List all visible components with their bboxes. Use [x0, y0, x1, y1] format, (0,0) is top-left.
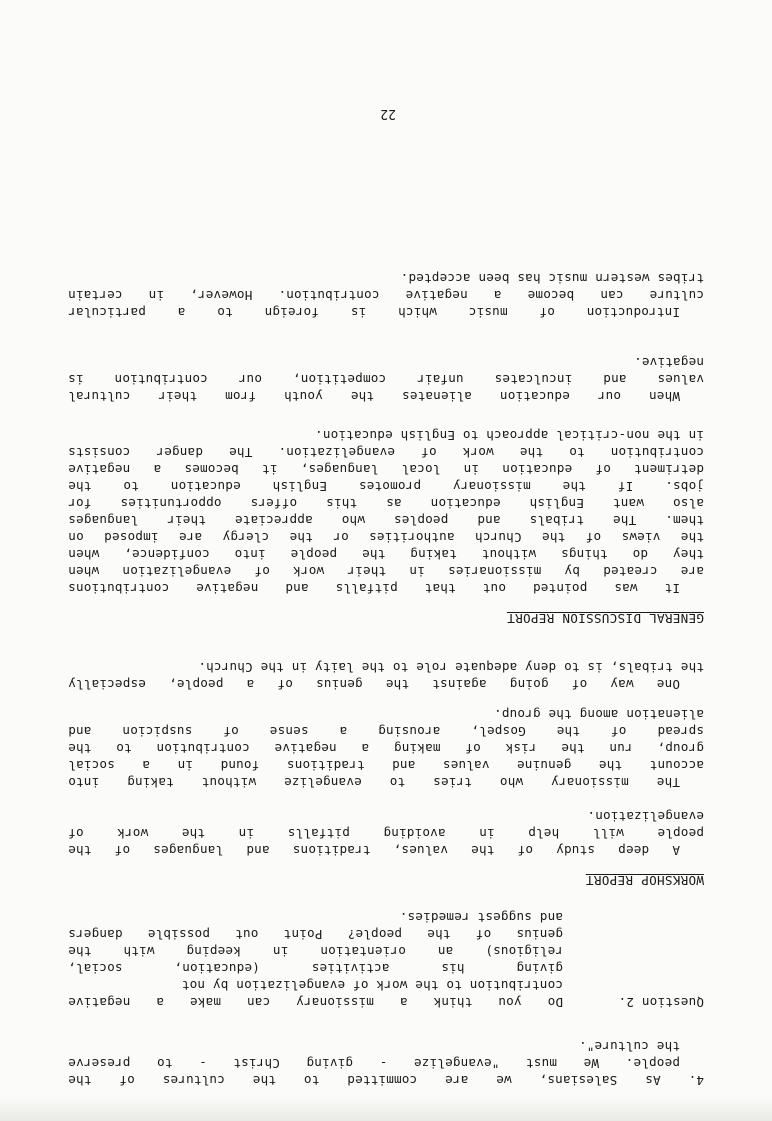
word: the: [68, 1073, 92, 1088]
word: When: [648, 389, 680, 404]
word: in: [148, 288, 165, 303]
word: which: [397, 305, 437, 320]
text-line: evangelization.: [587, 809, 704, 824]
word: work: [292, 564, 325, 579]
word: will: [592, 826, 624, 841]
word: inculcates: [494, 372, 573, 387]
word: in: [479, 826, 495, 841]
word: on: [68, 530, 84, 545]
word: of: [254, 564, 270, 579]
word: Do: [547, 995, 563, 1010]
word: values: [657, 372, 704, 387]
word: consists: [68, 445, 131, 460]
word: and: [285, 581, 309, 596]
word: a: [246, 677, 255, 692]
word: of: [517, 843, 533, 858]
word: run: [609, 741, 633, 756]
word: is: [350, 305, 367, 320]
word: people: [657, 826, 704, 841]
word: taking: [410, 547, 457, 562]
text-line: contribution to the work of evangelization by not: [181, 978, 563, 993]
word: of: [610, 724, 627, 739]
word: them.: [665, 513, 704, 528]
word: become: [527, 288, 575, 303]
word: As: [645, 1073, 661, 1088]
word: youth: [283, 389, 323, 404]
word: languages: [153, 843, 224, 858]
word: "evangelize: [413, 1056, 500, 1071]
word: tries: [433, 775, 472, 790]
word: of: [114, 843, 131, 858]
word: social: [68, 758, 115, 773]
word: want: [612, 496, 644, 511]
word: genius: [516, 927, 563, 942]
text-line: [68, 563, 704, 580]
word: keeping: [186, 944, 241, 959]
word: A: [672, 843, 680, 858]
word: of: [68, 826, 84, 841]
word: to: [303, 1073, 320, 1088]
word: was: [614, 581, 638, 596]
word: missionary: [296, 995, 374, 1010]
word: views: [621, 530, 661, 545]
word: by: [564, 564, 580, 579]
word: a: [153, 462, 162, 477]
word: evangelization: [122, 564, 232, 579]
word: religious): [485, 944, 563, 959]
word: negative: [405, 288, 468, 303]
word: (education,: [174, 961, 260, 976]
word: their: [158, 389, 198, 404]
word: contribution: [156, 741, 250, 756]
word: created: [603, 564, 658, 579]
word: values: [442, 758, 490, 773]
scan-edge-shadow: [0, 1097, 772, 1121]
text-line: [68, 825, 704, 842]
word: local: [401, 462, 441, 477]
text-line: [68, 676, 704, 693]
word: to: [389, 775, 406, 790]
word: against: [432, 677, 487, 692]
word: the: [68, 741, 92, 756]
word: the: [680, 530, 704, 545]
text-line: [68, 478, 704, 495]
word: activities: [311, 961, 390, 976]
word: who: [499, 775, 524, 790]
general-paragraph: [68, 427, 704, 597]
word: One: [656, 677, 680, 692]
word: arousing: [378, 724, 441, 739]
word: appreciate: [234, 513, 313, 528]
word: orientation: [320, 944, 406, 959]
word: going: [509, 677, 549, 692]
word: a: [142, 758, 151, 773]
word: -: [379, 1056, 388, 1071]
word: of: [223, 724, 239, 739]
word: the: [361, 547, 386, 562]
word: values,: [393, 843, 448, 858]
word: If: [617, 479, 634, 494]
word: are: [178, 530, 203, 545]
word: jobs.: [665, 479, 704, 494]
word: cultural: [68, 389, 131, 404]
word: confidence,: [124, 547, 210, 562]
word: missionaries: [447, 564, 542, 579]
word: missionary: [452, 479, 531, 494]
word: are: [444, 1073, 469, 1088]
word: people: [290, 547, 338, 562]
word: out: [482, 581, 506, 596]
word: Church: [474, 530, 522, 545]
workshop-paragraph: [68, 659, 704, 693]
word: English: [529, 496, 584, 511]
word: as: [386, 496, 402, 511]
word: when: [68, 547, 100, 562]
word: do: [632, 547, 649, 562]
word: work: [117, 826, 149, 841]
text-line: [68, 960, 563, 977]
word: especially: [68, 677, 146, 692]
word: a: [361, 741, 370, 756]
text-line: alienation among the group.: [493, 707, 704, 722]
item-4-paragraph: [68, 1038, 704, 1089]
word: genius: [315, 677, 363, 692]
word: of: [465, 741, 481, 756]
word: taking: [127, 775, 174, 790]
text-line: in the non-critical approach to English education.: [314, 428, 704, 443]
word: giving: [516, 961, 563, 976]
word: in: [272, 944, 289, 959]
question-label: Question 2.: [618, 995, 704, 1010]
text-line: [68, 304, 704, 321]
word: risk: [505, 741, 537, 756]
text-line: and suggest remedies.: [399, 910, 563, 925]
word: of: [421, 445, 437, 460]
text-line: [68, 580, 704, 597]
word: contribution.: [278, 288, 380, 303]
word: the: [350, 389, 375, 404]
word: particular: [68, 305, 146, 320]
word: the: [598, 758, 623, 773]
word: The: [228, 445, 253, 460]
word: the: [427, 927, 451, 942]
word: authorities: [368, 530, 455, 545]
word: Introduction: [586, 305, 680, 320]
word: of: [571, 677, 588, 692]
word: opportunities: [120, 496, 222, 511]
word: without: [481, 547, 537, 562]
word: that: [424, 581, 456, 596]
word: the: [181, 826, 206, 841]
word: education: [502, 462, 573, 477]
word: to: [217, 305, 233, 320]
word: their: [167, 513, 206, 528]
word: to: [123, 479, 139, 494]
workshop-paragraph: [68, 808, 704, 859]
word: account: [649, 758, 704, 773]
word: traditions: [292, 843, 371, 858]
workshop-paragraph: [68, 706, 704, 791]
word: detriment: [633, 462, 704, 477]
word: The: [656, 775, 680, 790]
word: and: [603, 372, 627, 387]
word: can: [600, 288, 624, 303]
text-line: [68, 740, 704, 757]
word: the: [385, 677, 410, 692]
word: of: [585, 530, 602, 545]
word: spread: [657, 724, 704, 739]
word: they: [672, 547, 704, 562]
word: the: [68, 479, 92, 494]
word: committed: [347, 1073, 418, 1088]
word: clergy: [222, 530, 270, 545]
text-line: [68, 842, 704, 859]
general-paragraph: [68, 354, 704, 405]
word: languages,: [300, 462, 379, 477]
text-line: the tribals, is to deny adequate role to the laity in the Church.: [198, 660, 704, 675]
text-line: [68, 943, 563, 960]
word: think: [433, 995, 473, 1010]
word: in: [177, 758, 194, 773]
word: avoiding: [383, 826, 446, 841]
word: the: [252, 1073, 276, 1088]
word: education: [170, 479, 241, 494]
word: way: [610, 677, 634, 692]
text-line: [68, 529, 704, 546]
text-line: [68, 1072, 704, 1089]
word: out: [235, 927, 259, 942]
word: negative: [274, 741, 337, 756]
word: the: [68, 944, 92, 959]
text-line: [68, 1055, 704, 1072]
word: work: [462, 445, 494, 460]
text-line: [68, 994, 563, 1011]
word: a: [177, 305, 186, 320]
word: must: [525, 1056, 557, 1071]
word: negative: [68, 995, 131, 1010]
general-paragraph: [68, 270, 704, 321]
word: traditions: [286, 758, 365, 773]
word: the: [562, 479, 586, 494]
word: education: [499, 389, 570, 404]
word: contribution: [114, 372, 208, 387]
word: of: [475, 927, 492, 942]
word: when: [68, 564, 100, 579]
word: make: [189, 995, 221, 1010]
word: who: [341, 513, 365, 528]
word: languages: [68, 513, 139, 528]
word: possible: [147, 927, 210, 942]
word: and: [246, 843, 270, 858]
word: peoples: [393, 513, 449, 528]
word: Point: [283, 927, 323, 942]
word: we: [496, 1073, 512, 1088]
text-line: the culture".: [578, 1039, 680, 1054]
word: unfair: [416, 372, 464, 387]
word: a: [339, 724, 348, 739]
word: the: [289, 530, 313, 545]
word: in: [463, 462, 480, 477]
word: making: [393, 741, 441, 756]
text-line: [68, 926, 563, 943]
text-line: [68, 774, 704, 791]
word: Christ: [233, 1056, 280, 1071]
word: found: [220, 758, 260, 773]
word: without: [201, 775, 257, 790]
word: English: [272, 479, 327, 494]
word: his: [441, 961, 465, 976]
question-text: [68, 909, 563, 1011]
word: education: [430, 496, 501, 511]
word: missionary: [550, 775, 629, 790]
word: pitfalls: [335, 581, 398, 596]
word: group,: [657, 741, 704, 756]
word: this: [326, 496, 358, 511]
word: to: [116, 741, 132, 756]
word: foreign: [264, 305, 319, 320]
word: Salesians,: [539, 1073, 618, 1088]
word: of: [595, 462, 611, 477]
text-line: negative.: [633, 355, 704, 370]
text-line: [68, 388, 704, 405]
word: of: [277, 677, 293, 692]
word: music: [468, 305, 508, 320]
word: alienates: [401, 389, 472, 404]
word: it: [261, 462, 278, 477]
word: culture: [649, 288, 704, 303]
word: imposed: [104, 530, 159, 545]
word: It: [664, 581, 680, 596]
word: people?: [347, 927, 403, 942]
page-number: 22: [380, 106, 396, 121]
word: We: [583, 1056, 600, 1071]
word: people.: [625, 1056, 680, 1071]
word: social,: [68, 961, 123, 976]
text-line: tribes western music has been accepted.: [400, 271, 704, 286]
word: of: [119, 1073, 135, 1088]
word: becomes: [184, 462, 239, 477]
text-line: [68, 287, 704, 304]
word: the: [556, 724, 580, 739]
word: can: [246, 995, 271, 1010]
word: preserve: [68, 1056, 131, 1071]
word: evangelize: [283, 775, 362, 790]
word: and: [477, 513, 501, 528]
word: from: [224, 389, 257, 404]
word: the: [471, 843, 495, 858]
word: competition,: [292, 372, 387, 387]
word: offers: [250, 496, 298, 511]
word: deep: [618, 843, 650, 858]
word: a: [156, 995, 164, 1010]
word: giving: [306, 1056, 354, 1071]
word: an: [437, 944, 454, 959]
text-line: [68, 546, 704, 563]
word: the: [519, 445, 544, 460]
word: our: [597, 389, 622, 404]
word: certain: [68, 288, 123, 303]
word: with: [123, 944, 155, 959]
word: promotes: [358, 479, 422, 494]
workshop-report-heading: WORKSHOP REPORT: [585, 873, 704, 888]
word: are: [680, 564, 704, 579]
word: 4.: [688, 1073, 704, 1088]
word: the: [68, 843, 92, 858]
word: into: [234, 547, 266, 562]
word: you: [498, 995, 522, 1010]
word: and: [68, 724, 92, 739]
word: into: [68, 775, 100, 790]
word: to: [156, 1056, 173, 1071]
word: the: [541, 530, 566, 545]
text-line: [68, 757, 704, 774]
word: sense: [269, 724, 309, 739]
text-line: [68, 371, 704, 388]
word: negative: [196, 581, 259, 596]
word: for: [68, 496, 92, 511]
word: a: [493, 288, 502, 303]
text-line: [68, 444, 704, 461]
word: contribution: [610, 445, 704, 460]
word: -: [198, 1056, 207, 1071]
word: of: [539, 305, 555, 320]
text-line: [68, 495, 704, 512]
word: our: [238, 372, 262, 387]
word: people,: [168, 677, 224, 692]
word: genuine: [516, 758, 572, 773]
word: or: [333, 530, 349, 545]
general-discussion-heading: GENERAL DISCUSSION REPORT: [506, 611, 704, 626]
word: things: [560, 547, 608, 562]
word: The: [612, 513, 637, 528]
word: their: [347, 564, 387, 579]
word: However,: [190, 288, 253, 303]
word: tribals: [529, 513, 584, 528]
word: contributions: [68, 581, 170, 596]
word: pointed: [532, 581, 588, 596]
word: negative: [68, 462, 131, 477]
text-line: [68, 723, 704, 740]
word: to: [569, 445, 585, 460]
text-line: [68, 461, 704, 478]
word: cultures: [162, 1073, 225, 1088]
word: Gospel,: [471, 724, 526, 739]
word: in: [409, 564, 425, 579]
word: also: [672, 496, 704, 511]
word: evangelization.: [278, 445, 396, 460]
word: a: [399, 995, 408, 1010]
text-line: [68, 512, 704, 529]
word: the: [561, 741, 585, 756]
word: is: [68, 372, 84, 387]
word: in: [238, 826, 255, 841]
word: dangers: [68, 927, 123, 942]
word: help: [528, 826, 560, 841]
word: danger: [156, 445, 203, 460]
word: pitfalls: [287, 826, 350, 841]
word: suspicion: [122, 724, 193, 739]
word: and: [391, 758, 416, 773]
word: study: [556, 843, 595, 858]
